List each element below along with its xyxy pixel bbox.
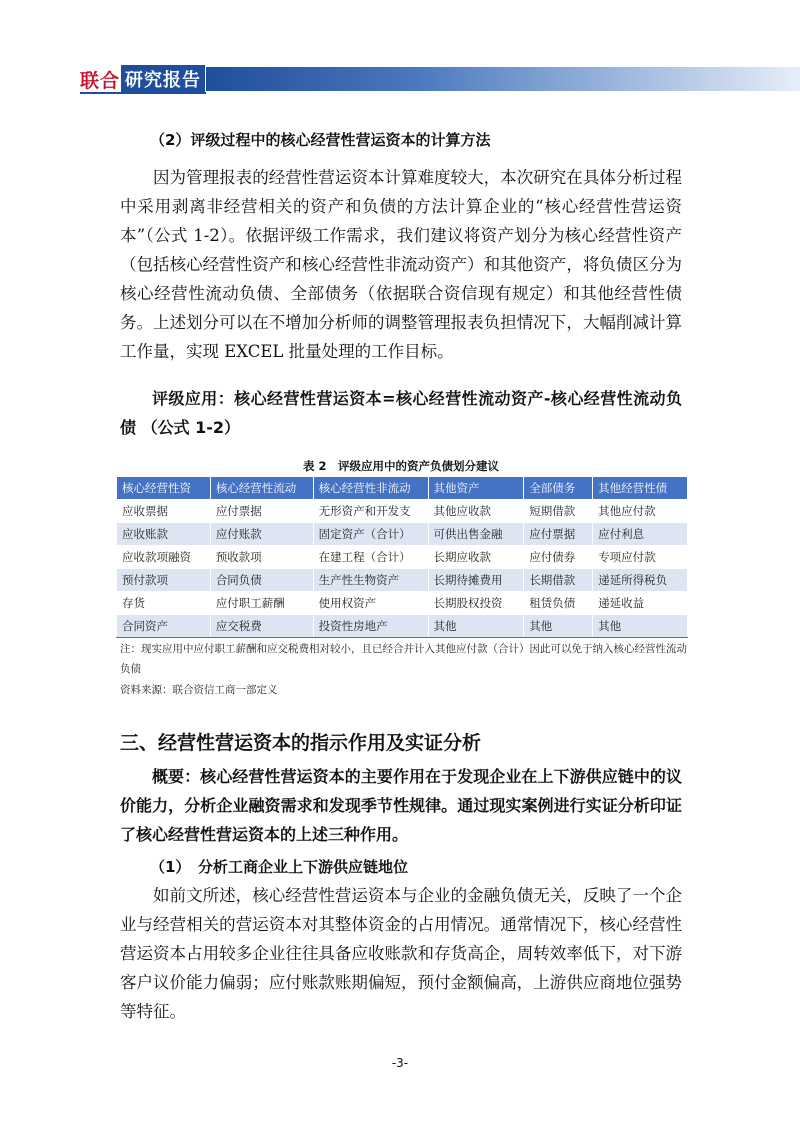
table-cell: 其他 — [428, 615, 524, 638]
table-cell: 租赁负债 — [524, 592, 593, 615]
table-row — [117, 523, 688, 546]
table-row — [117, 546, 688, 569]
table-caption: 表 2 评级应用中的资产负债划分建议 — [302, 459, 499, 473]
column-header: 核心经营性流动 — [210, 477, 313, 500]
table-cell: 应收款项融资 — [117, 546, 211, 569]
table-row — [117, 615, 688, 638]
column-header: 全部债务 — [524, 477, 593, 500]
column-header: 核心经营性非流动 — [313, 477, 428, 500]
column-header: 其他经营性债 — [593, 477, 688, 500]
brand-logo-red: 联合 — [80, 70, 121, 92]
header-underline — [80, 92, 206, 94]
table-cell: 在建工程（合计） — [313, 546, 428, 569]
report-header — [0, 62, 800, 96]
table-cell: 生产性生物资产 — [313, 569, 428, 592]
table-cell: 其他 — [593, 615, 688, 638]
brand-logo-blue: 研究报告 — [121, 65, 205, 93]
table-cell: 应交税费 — [210, 615, 313, 638]
sub-heading-calc-method: （2）评级过程中的核心经营性营运资本的计算方法 — [150, 131, 491, 149]
table-cell: 预收款项 — [210, 546, 313, 569]
table-cell: 投资性房地产 — [313, 615, 428, 638]
table-cell: 固定资产（合计） — [313, 523, 428, 546]
table-cell: 应收票据 — [117, 500, 211, 523]
table-cell: 合同负债 — [210, 569, 313, 592]
table-cell: 长期待摊费用 — [428, 569, 524, 592]
table-cell: 应付利息 — [593, 523, 688, 546]
table-row — [117, 569, 688, 592]
table-cell: 专项应付款 — [593, 546, 688, 569]
table-cell: 递延收益 — [593, 592, 688, 615]
table-cell: 存货 — [117, 592, 211, 615]
column-header: 其他资产 — [428, 477, 524, 500]
table-cell: 预付款项 — [117, 569, 211, 592]
table-cell: 短期借款 — [524, 500, 593, 523]
sub-heading-supply-chain: （1） 分析工商企业上下游供应链地位 — [150, 858, 408, 876]
table-row — [117, 500, 688, 523]
table-cell: 长期借款 — [524, 569, 593, 592]
table-cell: 递延所得税负 — [593, 569, 688, 592]
table-cell: 合同资产 — [117, 615, 211, 638]
table-bottom-rule — [116, 637, 688, 638]
asset-liability-table — [116, 476, 688, 638]
table-cell: 长期应收款 — [428, 546, 524, 569]
table-cell: 其他应付款 — [593, 500, 688, 523]
table-cell: 应付票据 — [524, 523, 593, 546]
column-header: 核心经营性资 — [117, 477, 211, 500]
header-gradient-bar — [206, 67, 800, 91]
table-cell: 应收账款 — [117, 523, 211, 546]
table-cell: 使用权资产 — [313, 592, 428, 615]
summary-paragraph: 概要：核心经营性营运资本的主要作用在于发现企业在上下游供应链中的议价能力，分析企业融资需求和发现季节性规律。通过现实案例进行实证分析印证了核心经营性营运资本的上述三种作用。 — [120, 767, 682, 844]
paragraph-supply-chain: 如前文所述，核心经营性营运资本与企业的金融负债无关，反映了一个企业与经营相关的营运资本对其整体资金的占用情况。通常情况下，核心经营性营运资本占用较多企业往往具备应收账款和存货高企，周转效率低下，对下游客户议价能力偏弱；应付账款账期偏短，预付金额偏高，上游供应商地位强势等特征。 — [120, 886, 682, 1021]
table-cell: 其他 — [524, 615, 593, 638]
table-cell: 可供出售金融 — [428, 523, 524, 546]
table-cell: 应付票据 — [210, 500, 313, 523]
table-cell: 长期股权投资 — [428, 592, 524, 615]
table-cell: 应付职工薪酬 — [210, 592, 313, 615]
table-header-row — [117, 477, 688, 500]
table-cell: 应付债券 — [524, 546, 593, 569]
table-row — [117, 592, 688, 615]
formula-paragraph: 评级应用：核心经营性营运资本=核心经营性流动资产-核心经营性流动负债 （公式 1-2） — [120, 389, 682, 437]
section-heading: 三、经营性营运资本的指示作用及实证分析 — [120, 732, 482, 754]
table-cell: 无形资产和开发支 — [313, 500, 428, 523]
page-number: -3- — [391, 1056, 409, 1070]
table-cell: 应付账款 — [210, 523, 313, 546]
table-note: 注：现实应用中应付职工薪酬和应交税费相对较小，且已经合并计入其他应付款（合计）因此可以免于纳入核心经营性流动负债 — [120, 643, 687, 675]
table-cell: 其他应收款 — [428, 500, 524, 523]
table-source: 资料来源：联合资信工商一部定义 — [120, 684, 278, 696]
paragraph-calc-method: 因为管理报表的经营性营运资本计算难度较大，本次研究在具体分析过程中采用剥离非经营相关的资产和负债的方法计算企业的“核心经营性营运资本”（公式 1-2）。依据评级工作需求，我们建议将资产划分为核心经营性资产（包括核心经营性资产和核心经营性非流动资产）和其他资产，将负债区分为核心经营性流动负债、全部债务（依据联合资信现有规定）和其他经营性债务。上述划分可以在不增加分析师的调整管理报表负担情况下，大幅削减计算工作量，实现 EXCEL 批量处理的工作目标。 — [120, 168, 682, 361]
